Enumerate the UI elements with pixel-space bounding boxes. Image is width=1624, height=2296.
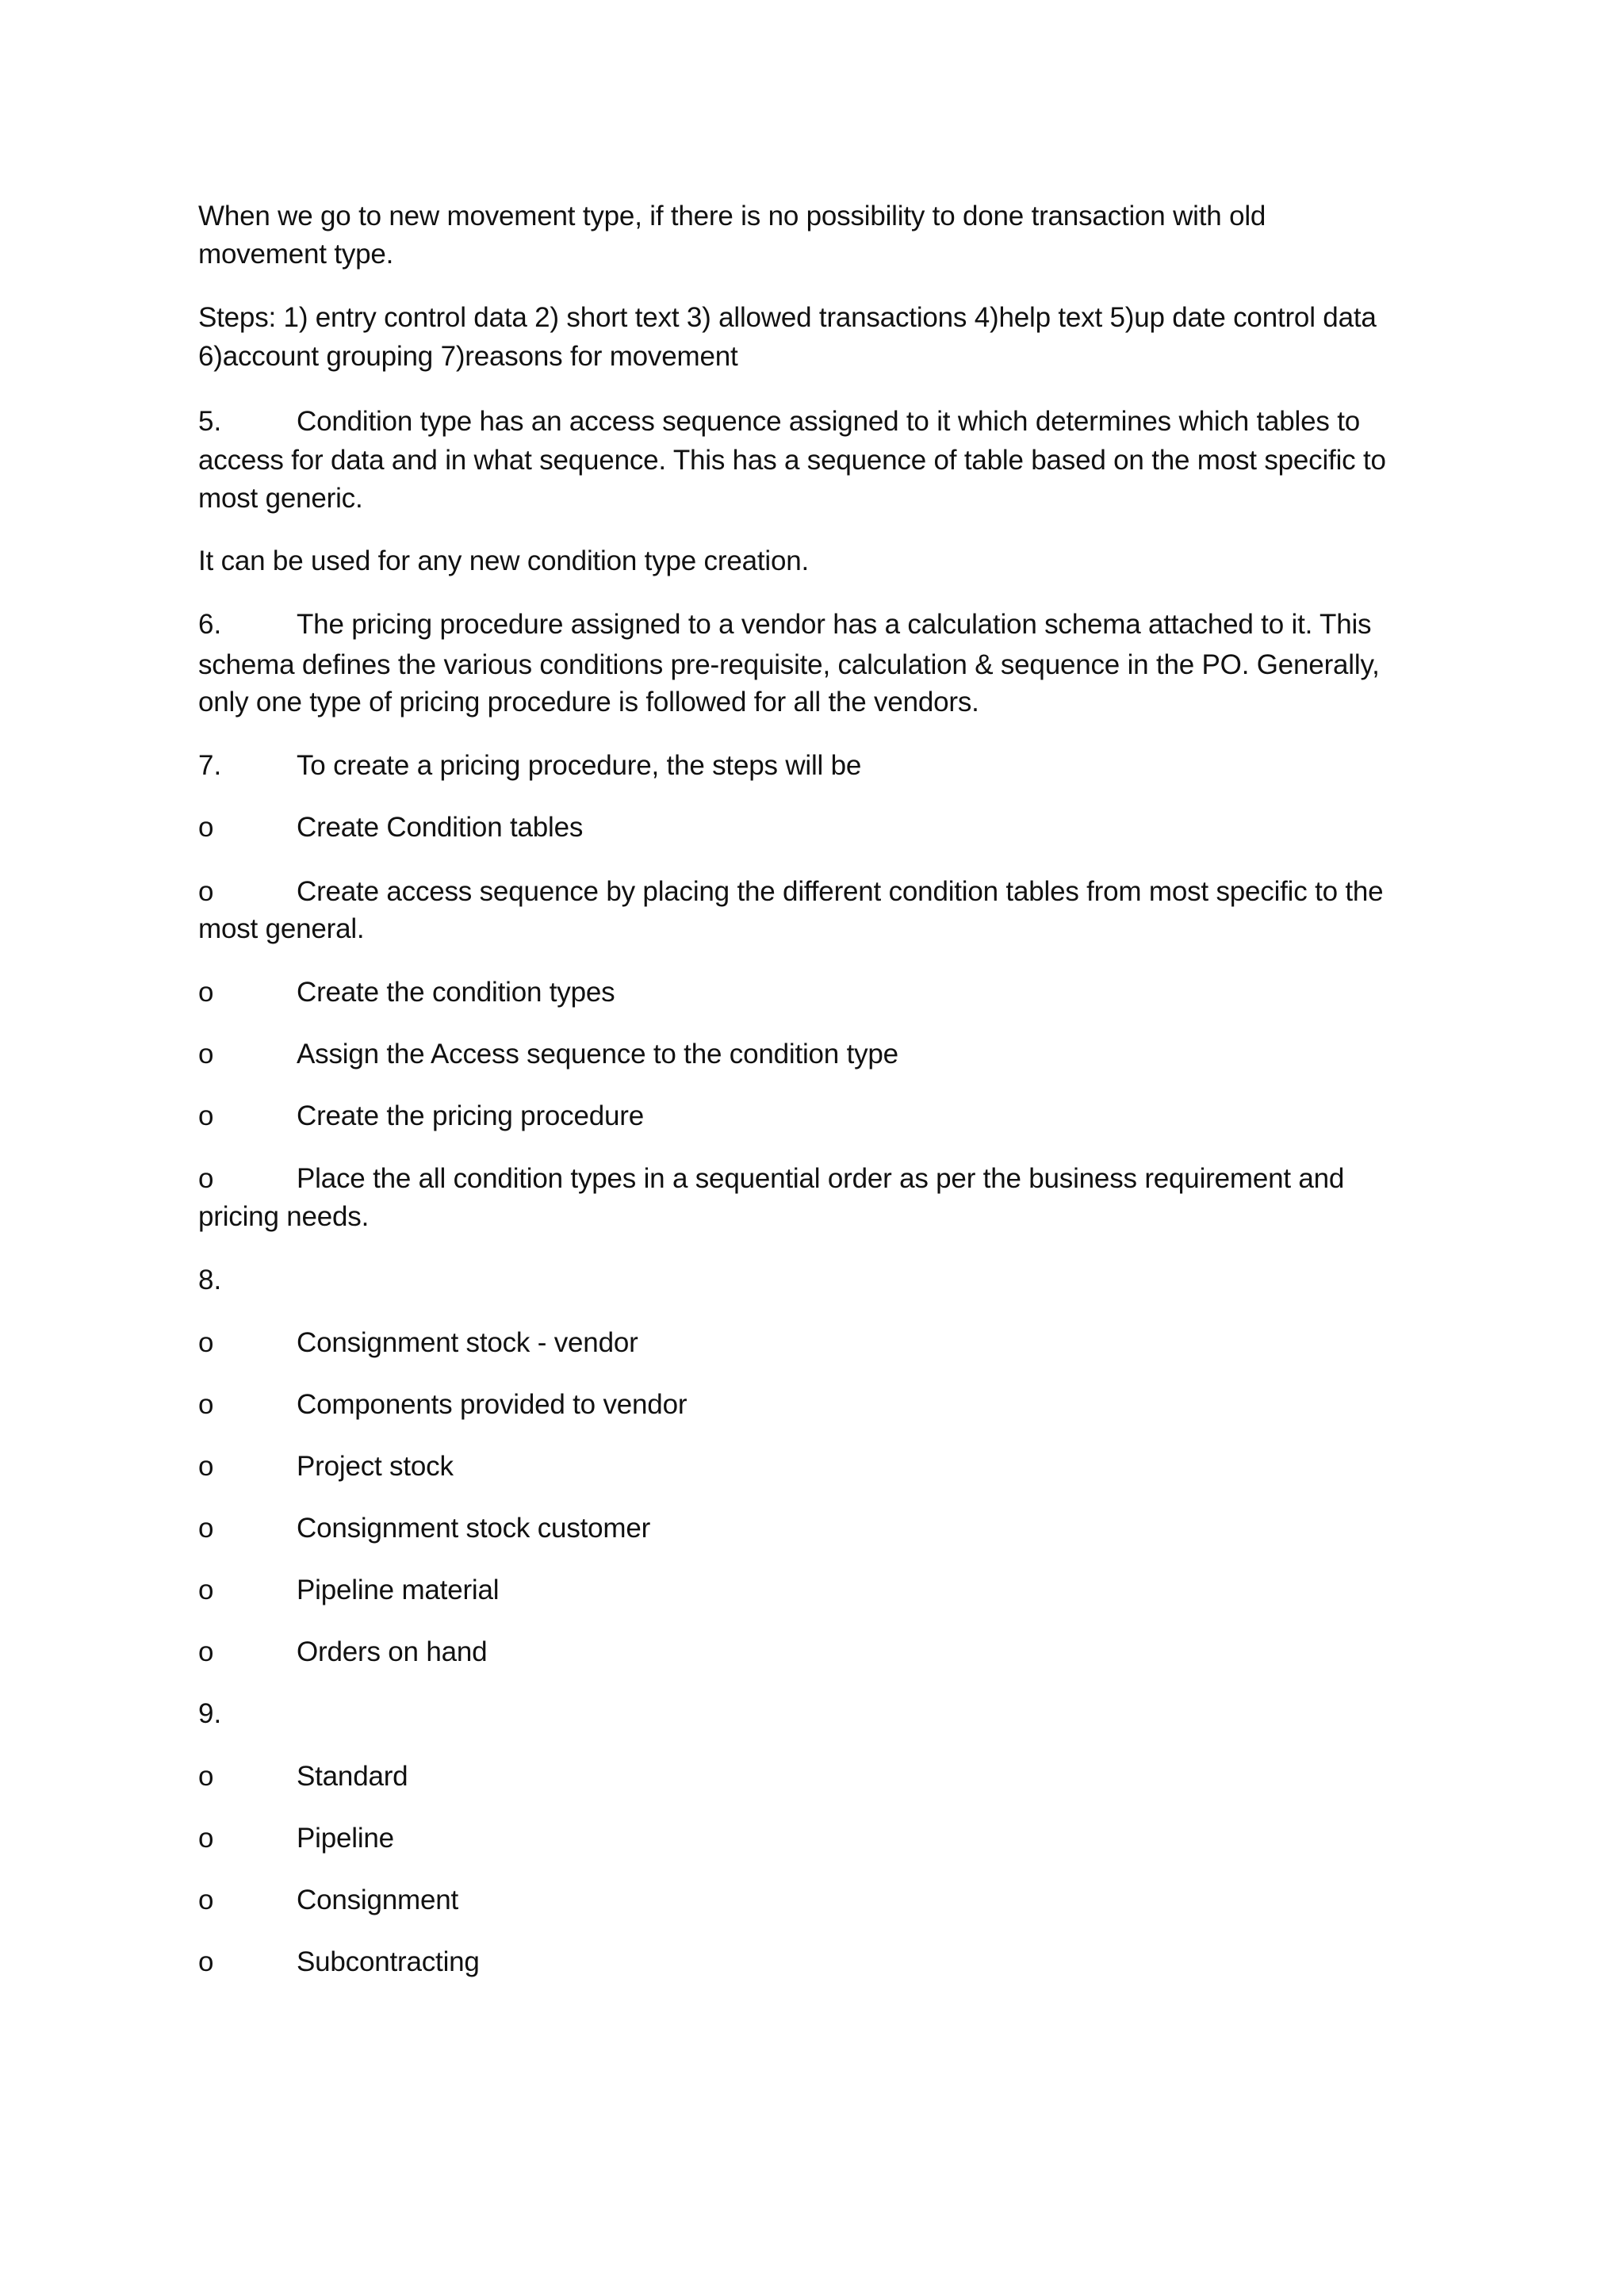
list-item: Create the pricing procedure [297,1100,644,1131]
bullet-marker: o [198,1761,214,1792]
item-number: 6. [198,609,222,640]
list-item: Create Condition tables [297,812,584,843]
list-item: Project stock [297,1451,454,1482]
bullet-marker: o [198,1823,214,1854]
paragraph-line: only one type of pricing procedure is followed for all the vendors. [198,687,979,718]
bullet-marker: o [198,1946,214,1977]
bullet-marker: o [198,812,214,843]
item-number: 9. [198,1698,222,1729]
bullet-marker: o [198,1039,214,1070]
paragraph-line: The pricing procedure assigned to a vendor has a calculation schema attached to it. This [297,609,1372,640]
paragraph-line: Condition type has an access sequence assigned to it which determines which tables to [297,406,1361,437]
list-item: Orders on hand [297,1636,488,1667]
paragraph-line: Steps: 1) entry control data 2) short text 3) allowed transactions 4)help text 5)up date control data [198,302,1377,333]
list-item: Subcontracting [297,1946,480,1977]
paragraph-line: most general. [198,913,365,944]
list-item: Pipeline [297,1823,394,1854]
bullet-marker: o [198,1636,214,1667]
paragraph-line: pricing needs. [198,1201,370,1232]
list-item: Create access sequence by placing the different condition tables from most specific to the [297,876,1384,907]
list-item: Assign the Access sequence to the condition type [297,1039,898,1070]
bullet-marker: o [198,1885,214,1915]
bullet-marker: o [198,876,214,907]
item-number: 5. [198,406,222,437]
paragraph-line: 6)account grouping 7)reasons for movement [198,341,738,372]
bullet-marker: o [198,977,214,1008]
list-item: Components provided to vendor [297,1389,688,1420]
item-number: 7. [198,750,222,781]
list-item: Consignment [297,1885,459,1915]
list-item: Create the condition types [297,977,615,1008]
paragraph-line: most generic. [198,483,363,514]
bullet-marker: o [198,1513,214,1544]
paragraph-line: access for data and in what sequence. This has a sequence of table based on the most specific to [198,445,1386,476]
bullet-marker: o [198,1100,214,1131]
bullet-marker: o [198,1163,214,1194]
list-item: Pipeline material [297,1575,500,1605]
paragraph-line: When we go to new movement type, if there is no possibility to done transaction with old [198,201,1266,232]
list-item: Consignment stock - vendor [297,1327,638,1358]
paragraph-line: It can be used for any new condition type creation. [198,545,810,576]
bullet-marker: o [198,1327,214,1358]
bullet-marker: o [198,1575,214,1605]
list-item: Consignment stock customer [297,1513,651,1544]
paragraph-line: To create a pricing procedure, the steps will be [297,750,862,781]
bullet-marker: o [198,1389,214,1420]
item-number: 8. [198,1265,222,1295]
bullet-marker: o [198,1451,214,1482]
list-item: Place the all condition types in a sequential order as per the business requirement and [297,1163,1345,1194]
list-item: Standard [297,1761,408,1792]
paragraph-line: schema defines the various conditions pre-requisite, calculation & sequence in the PO. Generally, [198,649,1380,680]
paragraph-line: movement type. [198,239,394,270]
